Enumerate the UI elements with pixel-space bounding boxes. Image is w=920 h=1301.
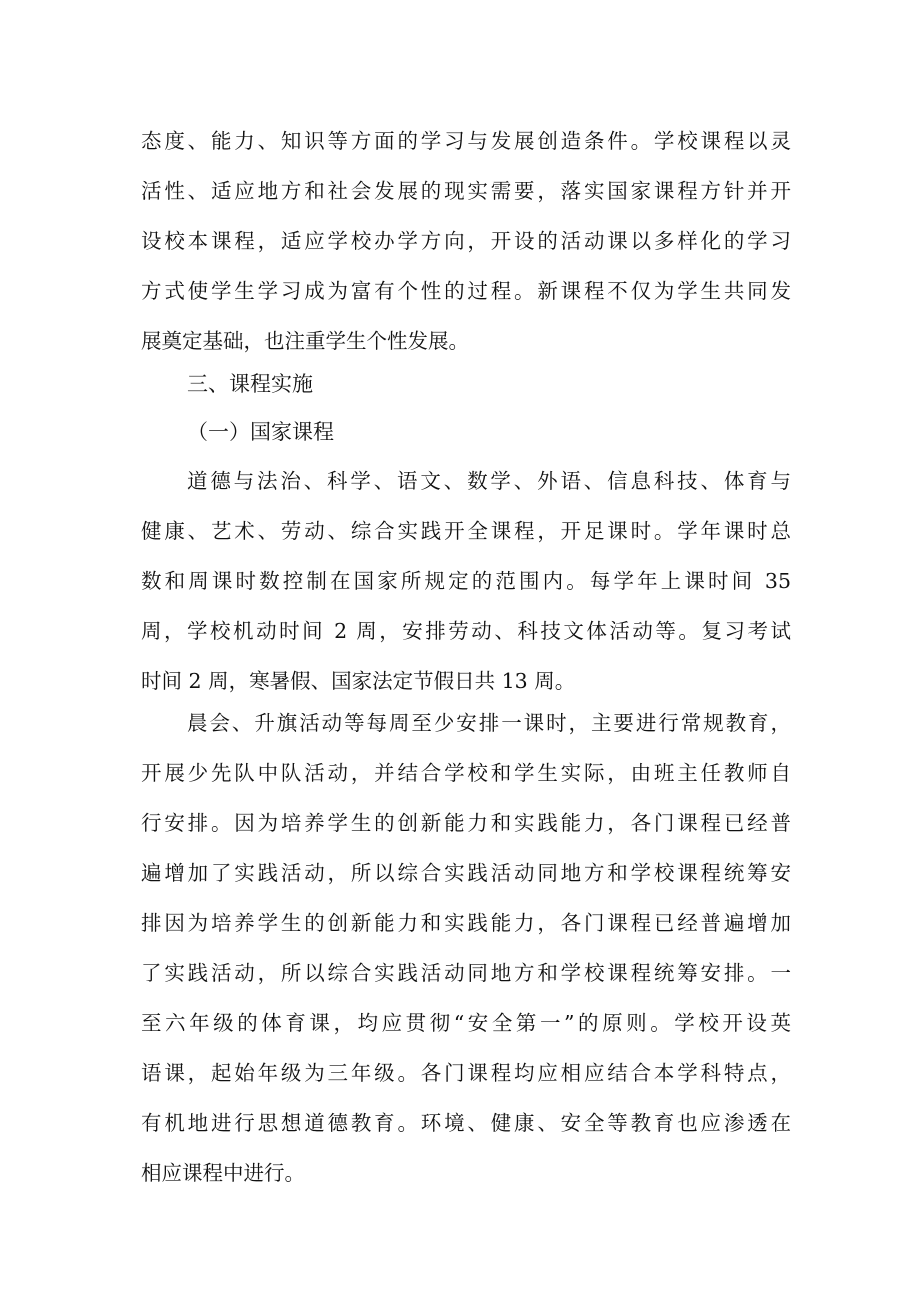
text-line: 遍增加了实践活动，所以综合实践活动同地方和学校课程统筹安 [141, 861, 791, 885]
text-line: 相应课程中进行。 [141, 1161, 305, 1185]
text-line: 行安排。因为培养学生的创新能力和实践能力，各门课程已经普 [141, 811, 791, 835]
text-line: 语课，起始年级为三年级。各门课程均应相应结合本学科特点， [141, 1061, 791, 1085]
text-line: 晨会、升旗活动等每周至少安排一课时，主要进行常规教育， [187, 711, 791, 735]
paragraph-curriculum-goals [141, 116, 791, 366]
text-line: 态度、能力、知识等方面的学习与发展创造条件。学校课程以灵 [141, 129, 791, 153]
section-heading: 三、课程实施 [187, 372, 313, 396]
text-line: 时间 2 周，寒暑假、国家法定节假日共 13 周。 [141, 669, 576, 693]
text-line: 周，学校机动时间 2 周，安排劳动、科技文体活动等。复习考试 [141, 619, 791, 643]
text-line: 方式使学生学习成为富有个性的过程。新课程不仅为学生共同发 [141, 279, 791, 303]
paragraph-morning-assembly [141, 698, 791, 1198]
text-line: 健康、艺术、劳动、综合实践开全课程，开足课时。学年课时总 [141, 519, 791, 543]
text-line: 展奠定基础，也注重学生个性发展。 [141, 329, 469, 353]
text-line: 有机地进行思想道德教育。环境、健康、安全等教育也应渗透在 [141, 1111, 791, 1135]
text-line: 道德与法治、科学、语文、数学、外语、信息科技、体育与 [187, 469, 791, 493]
text-line: 排因为培养学生的创新能力和实践能力，各门课程已经普遍增加 [141, 911, 791, 935]
paragraph-national-curriculum [141, 456, 791, 706]
subsection-heading: （一）国家课程 [187, 420, 334, 444]
text-line: 至六年级的体育课，均应贯彻“安全第一”的原则。学校开设英 [141, 1011, 791, 1035]
text-line: 设校本课程，适应学校办学方向，开设的活动课以多样化的学习 [141, 229, 791, 253]
text-line: 活性、适应地方和社会发展的现实需要，落实国家课程方针并开 [141, 179, 791, 203]
text-line: 数和周课时数控制在国家所规定的范围内。每学年上课时间 35 [141, 569, 791, 593]
text-line: 了实践活动，所以综合实践活动同地方和学校课程统筹安排。一 [141, 961, 791, 985]
text-line: 开展少先队中队活动，并结合学校和学生实际，由班主任教师自 [141, 761, 791, 785]
